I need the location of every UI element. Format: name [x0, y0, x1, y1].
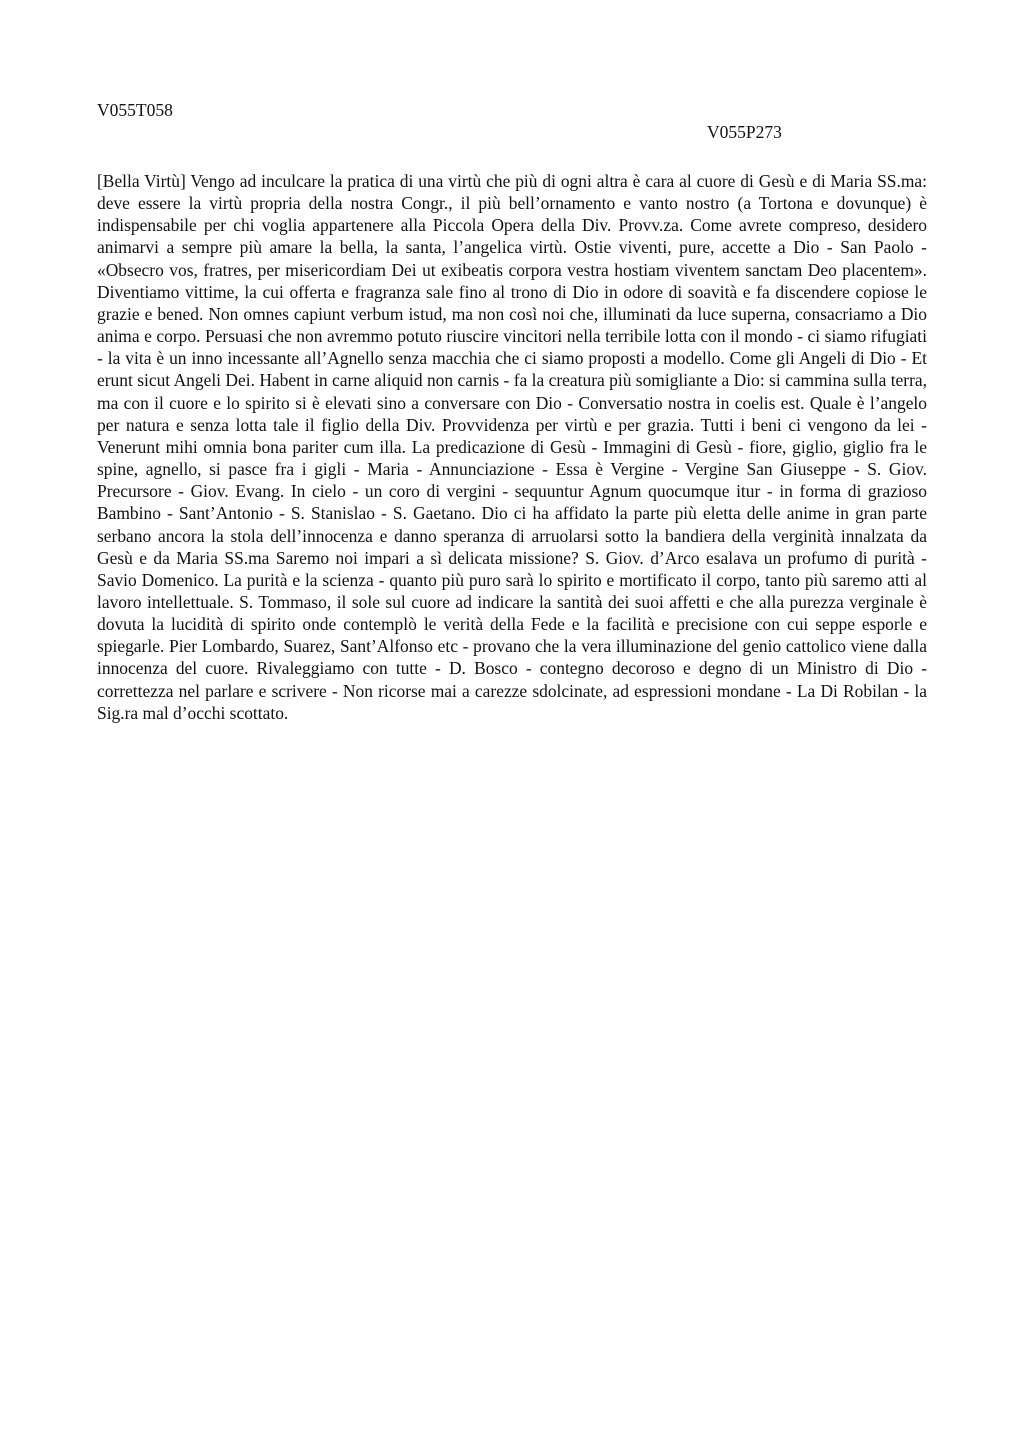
- body-paragraph: [Bella Virtù] Vengo ad inculcare la pratica di una virtù che più di ogni altra è cara al cuore di Gesù e di Maria SS.ma: deve essere la virtù propria della nostra Congr., il più bell’ornamento e vanto nostro (a Tortona e dovunque) è indispensabile per chi voglia appartenere alla Piccola Opera della Div. Provv.za. Come avrete compreso, desidero animarvi a sempre più amare la bella, la santa, l’angelica virtù. Ostie viventi, pure, accette a Dio - San Paolo - «Obsecro vos, fratres, per misericordiam Dei ut exibeatis corpora vestra hostiam viventem sanctam Deo placentem». Diventiamo vittime, la cui offerta e fragranza sale fino al trono di Dio in odore di soavità e fa discendere copiose le grazie e bened. Non omnes capiunt verbum istud, ma non così noi che, illuminati da luce superna, consacriamo a Dio anima e corpo. Persuasi che non avremmo potuto riuscire vincitori nella terribile lotta con il mondo - ci siamo rifugiati - la vita è un inno incessante all’Agnello senza macchia che ci siamo proposti a modello. Come gli Angeli di Dio - Et erunt sicut Angeli Dei. Habent in carne aliquid non carnis - fa la creatura più somigliante a Dio: si cammina sulla terra, ma con il cuore e lo spirito si è elevati sino a conversare con Dio - Conversatio nostra in coelis est. Quale è l’angelo per natura e senza lotta tale il figlio della Div. Provvidenza per virtù e per grazia. Tutti i beni ci vengono da lei - Venerunt mihi omnia bona pariter cum illa. La predicazione di Gesù - Immagini di Gesù - fiore, giglio, giglio fra le spine, agnello, si pasce fra i gigli - Maria - Annunciazione - Essa è Vergine - Vergine San Giuseppe - S. Giov. Precursore - Giov. Evang. In cielo - un coro di vergini - sequuntur Agnum quocumque itur - in forma di grazioso Bambino - Sant’Antonio - S. Stanislao - S. Gaetano. Dio ci ha affidato la parte più eletta delle anime in gran parte serbano ancora la stola dell’innocenza e danno speranza di arruolarsi sotto la bandiera della verginità innalzata da Gesù e da Maria SS.ma Saremo noi impari a sì delicata missione? S. Giov. d’Arco esalava un profumo di purità - Savio Domenico. La purità e la scienza - quanto più puro sarà lo spirito e mortificato il corpo, tanto più saremo atti al lavoro intellettuale. S. Tommaso, il sole sul cuore ad indicare la santità dei suoi affetti e che alla purezza verginale è dovuta la lucidità di spirito onde contemplò le verità della Fede e la facilità e precisione con cui seppe esporle e spiegarle. Pier Lombardo, Suarez, Sant’Alfonso etc - provano che la vera illuminazione del genio cattolico viene dalla innocenza del cuore. Rivaleggiamo con tutte - D. Bosco - contegno decoroso e degno di un Ministro di Dio - correttezza nel parlare e scrivere - Non ricorse mai a carezze sdolcinate, ad espressioni mondane - La Di Robilan - la Sig.ra mal d’occhi scottato.: [97, 171, 927, 723]
- page-id: V055P273: [707, 122, 782, 142]
- document-id: V055T058: [97, 100, 173, 120]
